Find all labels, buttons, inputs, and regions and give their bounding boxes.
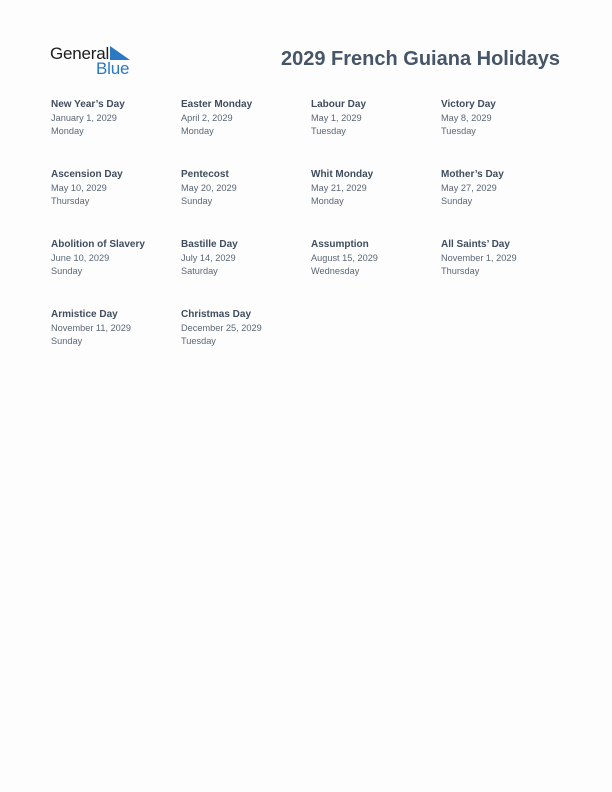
holiday-name: Armistice Day	[51, 309, 118, 320]
holiday-weekday: Wednesday	[311, 266, 360, 276]
holiday-date: June 10, 2029	[51, 253, 110, 263]
holiday-name: New Year’s Day	[51, 99, 125, 110]
holiday-weekday: Tuesday	[311, 126, 346, 136]
holiday-item	[311, 239, 439, 278]
holiday-date: May 27, 2029	[441, 183, 497, 193]
holiday-weekday: Monday	[51, 126, 84, 136]
holiday-weekday: Tuesday	[441, 126, 476, 136]
holiday-weekday: Saturday	[181, 266, 218, 276]
holiday-item	[441, 169, 569, 208]
holiday-name: Easter Monday	[181, 99, 253, 110]
holiday-date: May 10, 2029	[51, 183, 107, 193]
holiday-name: Abolition of Slavery	[51, 239, 145, 250]
holiday-name: Ascension Day	[51, 169, 123, 180]
holiday-item	[51, 309, 179, 348]
logo-text-general: General	[50, 44, 110, 63]
holiday-weekday: Sunday	[441, 196, 473, 206]
holiday-weekday: Monday	[181, 126, 214, 136]
holiday-date: August 15, 2029	[311, 253, 378, 263]
holiday-item	[441, 99, 569, 138]
holiday-weekday: Thursday	[441, 266, 480, 276]
holiday-item	[181, 309, 309, 348]
holiday-date: May 20, 2029	[181, 183, 237, 193]
holiday-item	[311, 169, 439, 208]
holiday-item	[181, 169, 309, 208]
holiday-name: Labour Day	[311, 99, 367, 110]
holiday-date: November 11, 2029	[51, 323, 132, 333]
holiday-item	[181, 99, 309, 138]
holiday-item	[441, 239, 569, 278]
generalblue-logo	[50, 44, 140, 78]
holiday-date: December 25, 2029	[181, 323, 262, 333]
holiday-weekday: Thursday	[51, 196, 90, 206]
holiday-weekday: Tuesday	[181, 336, 216, 346]
holiday-name: Victory Day	[441, 99, 496, 110]
holiday-date: May 8, 2029	[441, 113, 492, 123]
holiday-item	[181, 239, 309, 278]
holiday-name: Christmas Day	[181, 309, 252, 320]
holiday-name: Whit Monday	[311, 169, 374, 180]
holiday-weekday: Sunday	[181, 196, 213, 206]
holiday-date: January 1, 2029	[51, 113, 117, 123]
holiday-date: May 21, 2029	[311, 183, 367, 193]
holiday-date: May 1, 2029	[311, 113, 362, 123]
holiday-name: Mother’s Day	[441, 169, 504, 180]
holiday-name: Pentecost	[181, 169, 229, 180]
holiday-weekday: Monday	[311, 196, 344, 206]
holiday-date: July 14, 2029	[181, 253, 236, 263]
holiday-date: November 1, 2029	[441, 253, 517, 263]
page-title: 2029 French Guiana Holidays	[281, 48, 560, 70]
holiday-item	[51, 169, 179, 208]
holiday-name: Bastille Day	[181, 239, 238, 250]
holiday-item	[311, 99, 439, 138]
holiday-date: April 2, 2029	[181, 113, 233, 123]
holiday-item	[51, 239, 179, 278]
holiday-item	[51, 99, 179, 138]
holiday-weekday: Sunday	[51, 336, 83, 346]
holiday-weekday: Sunday	[51, 266, 83, 276]
logo-text-blue: Blue	[96, 59, 130, 78]
holiday-name: Assumption	[311, 239, 369, 250]
triangle-logo-icon	[110, 46, 130, 60]
holiday-name: All Saints’ Day	[441, 239, 510, 250]
